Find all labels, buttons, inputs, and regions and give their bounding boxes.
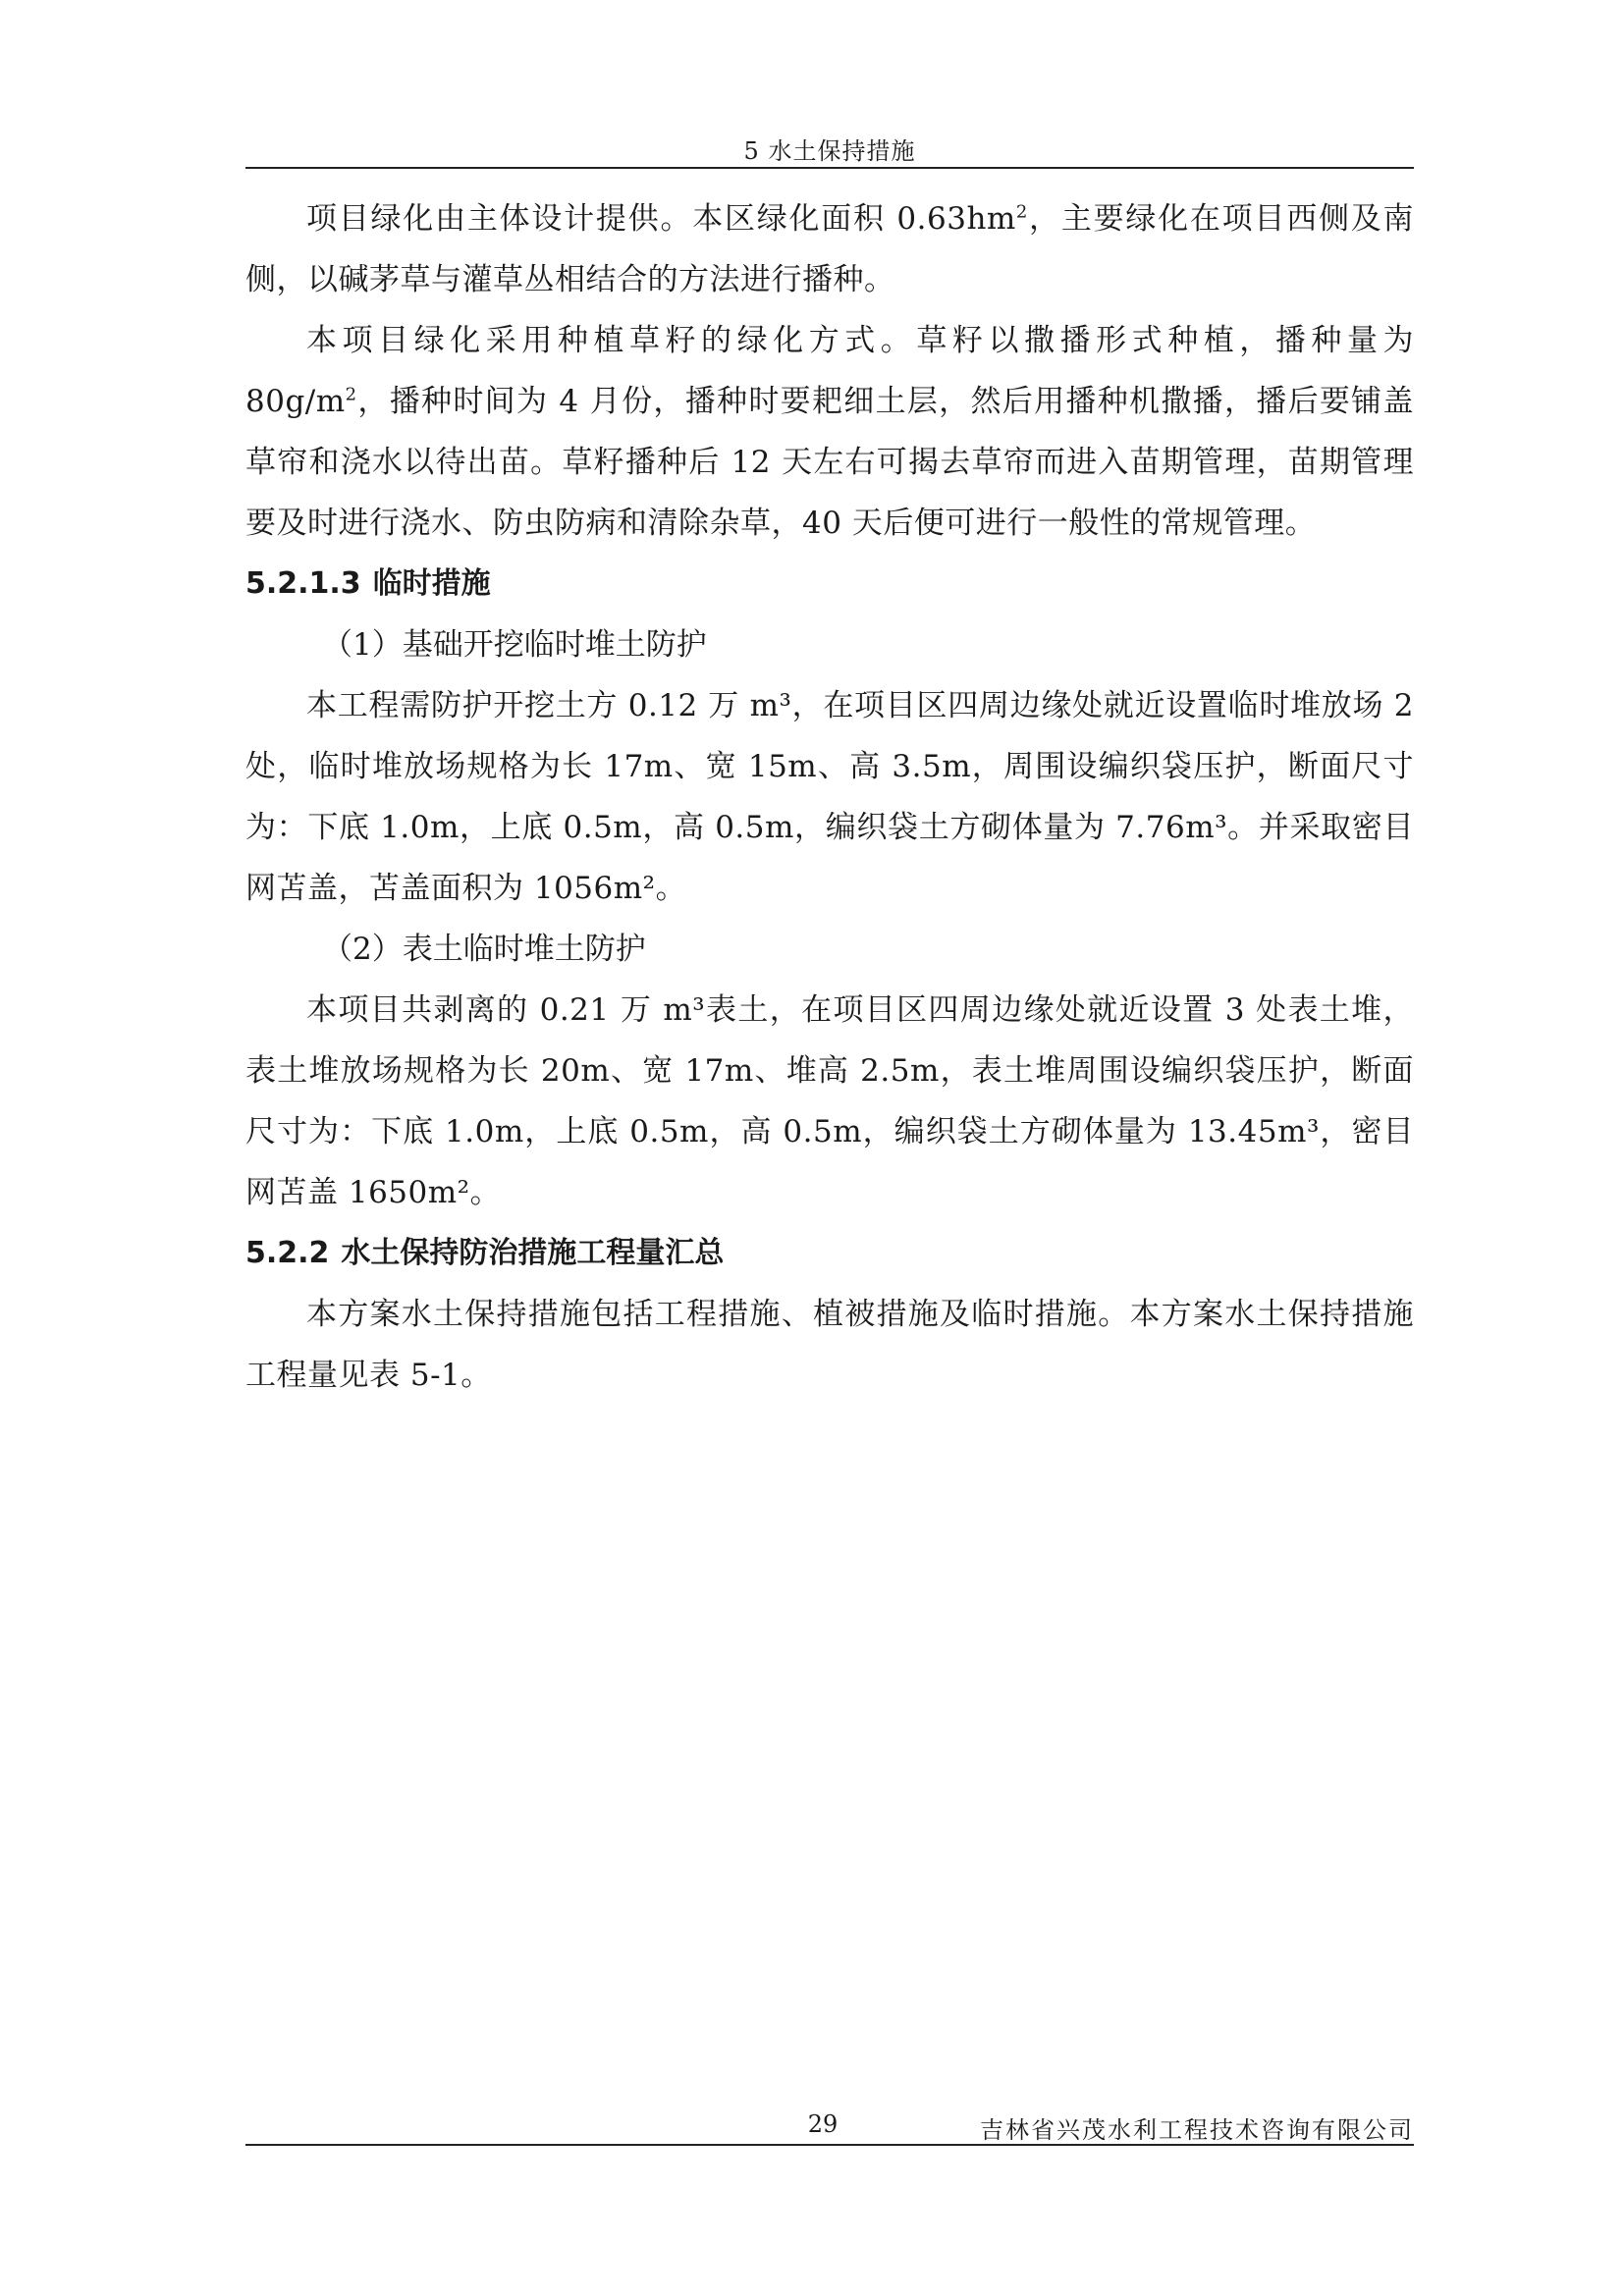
paragraph-seeding-method — [245, 310, 1414, 554]
paragraph-greening-source — [245, 188, 1414, 310]
superscript: 2 — [345, 384, 357, 405]
superscript: 2 — [1015, 201, 1028, 223]
section-number: 5.2.2 — [245, 1236, 330, 1270]
page-header: 5 水土保持措施 — [743, 137, 916, 165]
section-title: 临时措施 — [372, 566, 491, 601]
company-name: 吉林省兴茂水利工程技术咨询有限公司 — [980, 2116, 1414, 2144]
list-item-2: （2）表土临时堆土防护 — [322, 932, 646, 967]
paragraph-text: ，主要绿化在项目西侧及南侧，以碱茅草与灌草丛相结合的方法进行播种。 — [245, 201, 1414, 297]
paragraph-excavation-protection: 本工程需防护开挖土方 0.12 万 m³，在项目区四周边缘处就近设置临时堆放场 2 处，临时堆放场规格为长 17m、宽 15m、高 3.5m，周围设编织袋压护，断面尺寸为：下底 1.0m，上底 0.5m，高 0.5m，编织袋土方砌体量为 7.76m³。并采取密目网苫盖，苫盖面积为 1056m²。 — [245, 688, 1414, 906]
section-number: 5.2.1.3 — [245, 566, 361, 601]
page-number: 29 — [807, 2110, 839, 2138]
list-item-1: （1）基础开挖临时堆土防护 — [322, 627, 707, 663]
paragraph-text: 本项目绿化采用种植草籽的绿化方式。草籽以撒播形式种植，播种量为 80g/m — [245, 323, 1414, 419]
section-heading-5-2-2 — [245, 1223, 1414, 1284]
paragraph-summary: 本方案水土保持措施包括工程措施、植被措施及临时措施。本方案水土保持措施工程量见表 5-1。 — [245, 1297, 1414, 1393]
document-body — [245, 188, 1414, 1406]
paragraph-text: ，播种时间为 4 月份，播种时要耙细土层，然后用播种机撒播，播后要铺盖草帘和浇水以待出苗。草籽播种后 12 天左右可揭去草帘而进入苗期管理，苗期管理要及时进行浇水、防虫防病和清除杂草，40 天后便可进行一般性的常规管理。 — [245, 384, 1414, 541]
paragraph-topsoil-protection: 本项目共剥离的 0.21 万 m³表土，在项目区四周边缘处就近设置 3 处表土堆，表土堆放场规格为长 20m、宽 17m、堆高 2.5m，表土堆周围设编织袋压护，断面尺寸为：下底 1.0m，上底 0.5m，高 0.5m，编织袋土方砌体量为 13.45m³，密目网苫盖 1650m²。 — [245, 992, 1414, 1210]
section-heading-5-2-1-3 — [245, 554, 1414, 614]
footer-divider — [245, 2144, 1414, 2146]
section-title: 水土保持防治措施工程量汇总 — [341, 1236, 725, 1270]
header-divider — [245, 167, 1414, 169]
paragraph-text: 项目绿化由主体设计提供。本区绿化面积 0.63hm — [306, 201, 1016, 237]
